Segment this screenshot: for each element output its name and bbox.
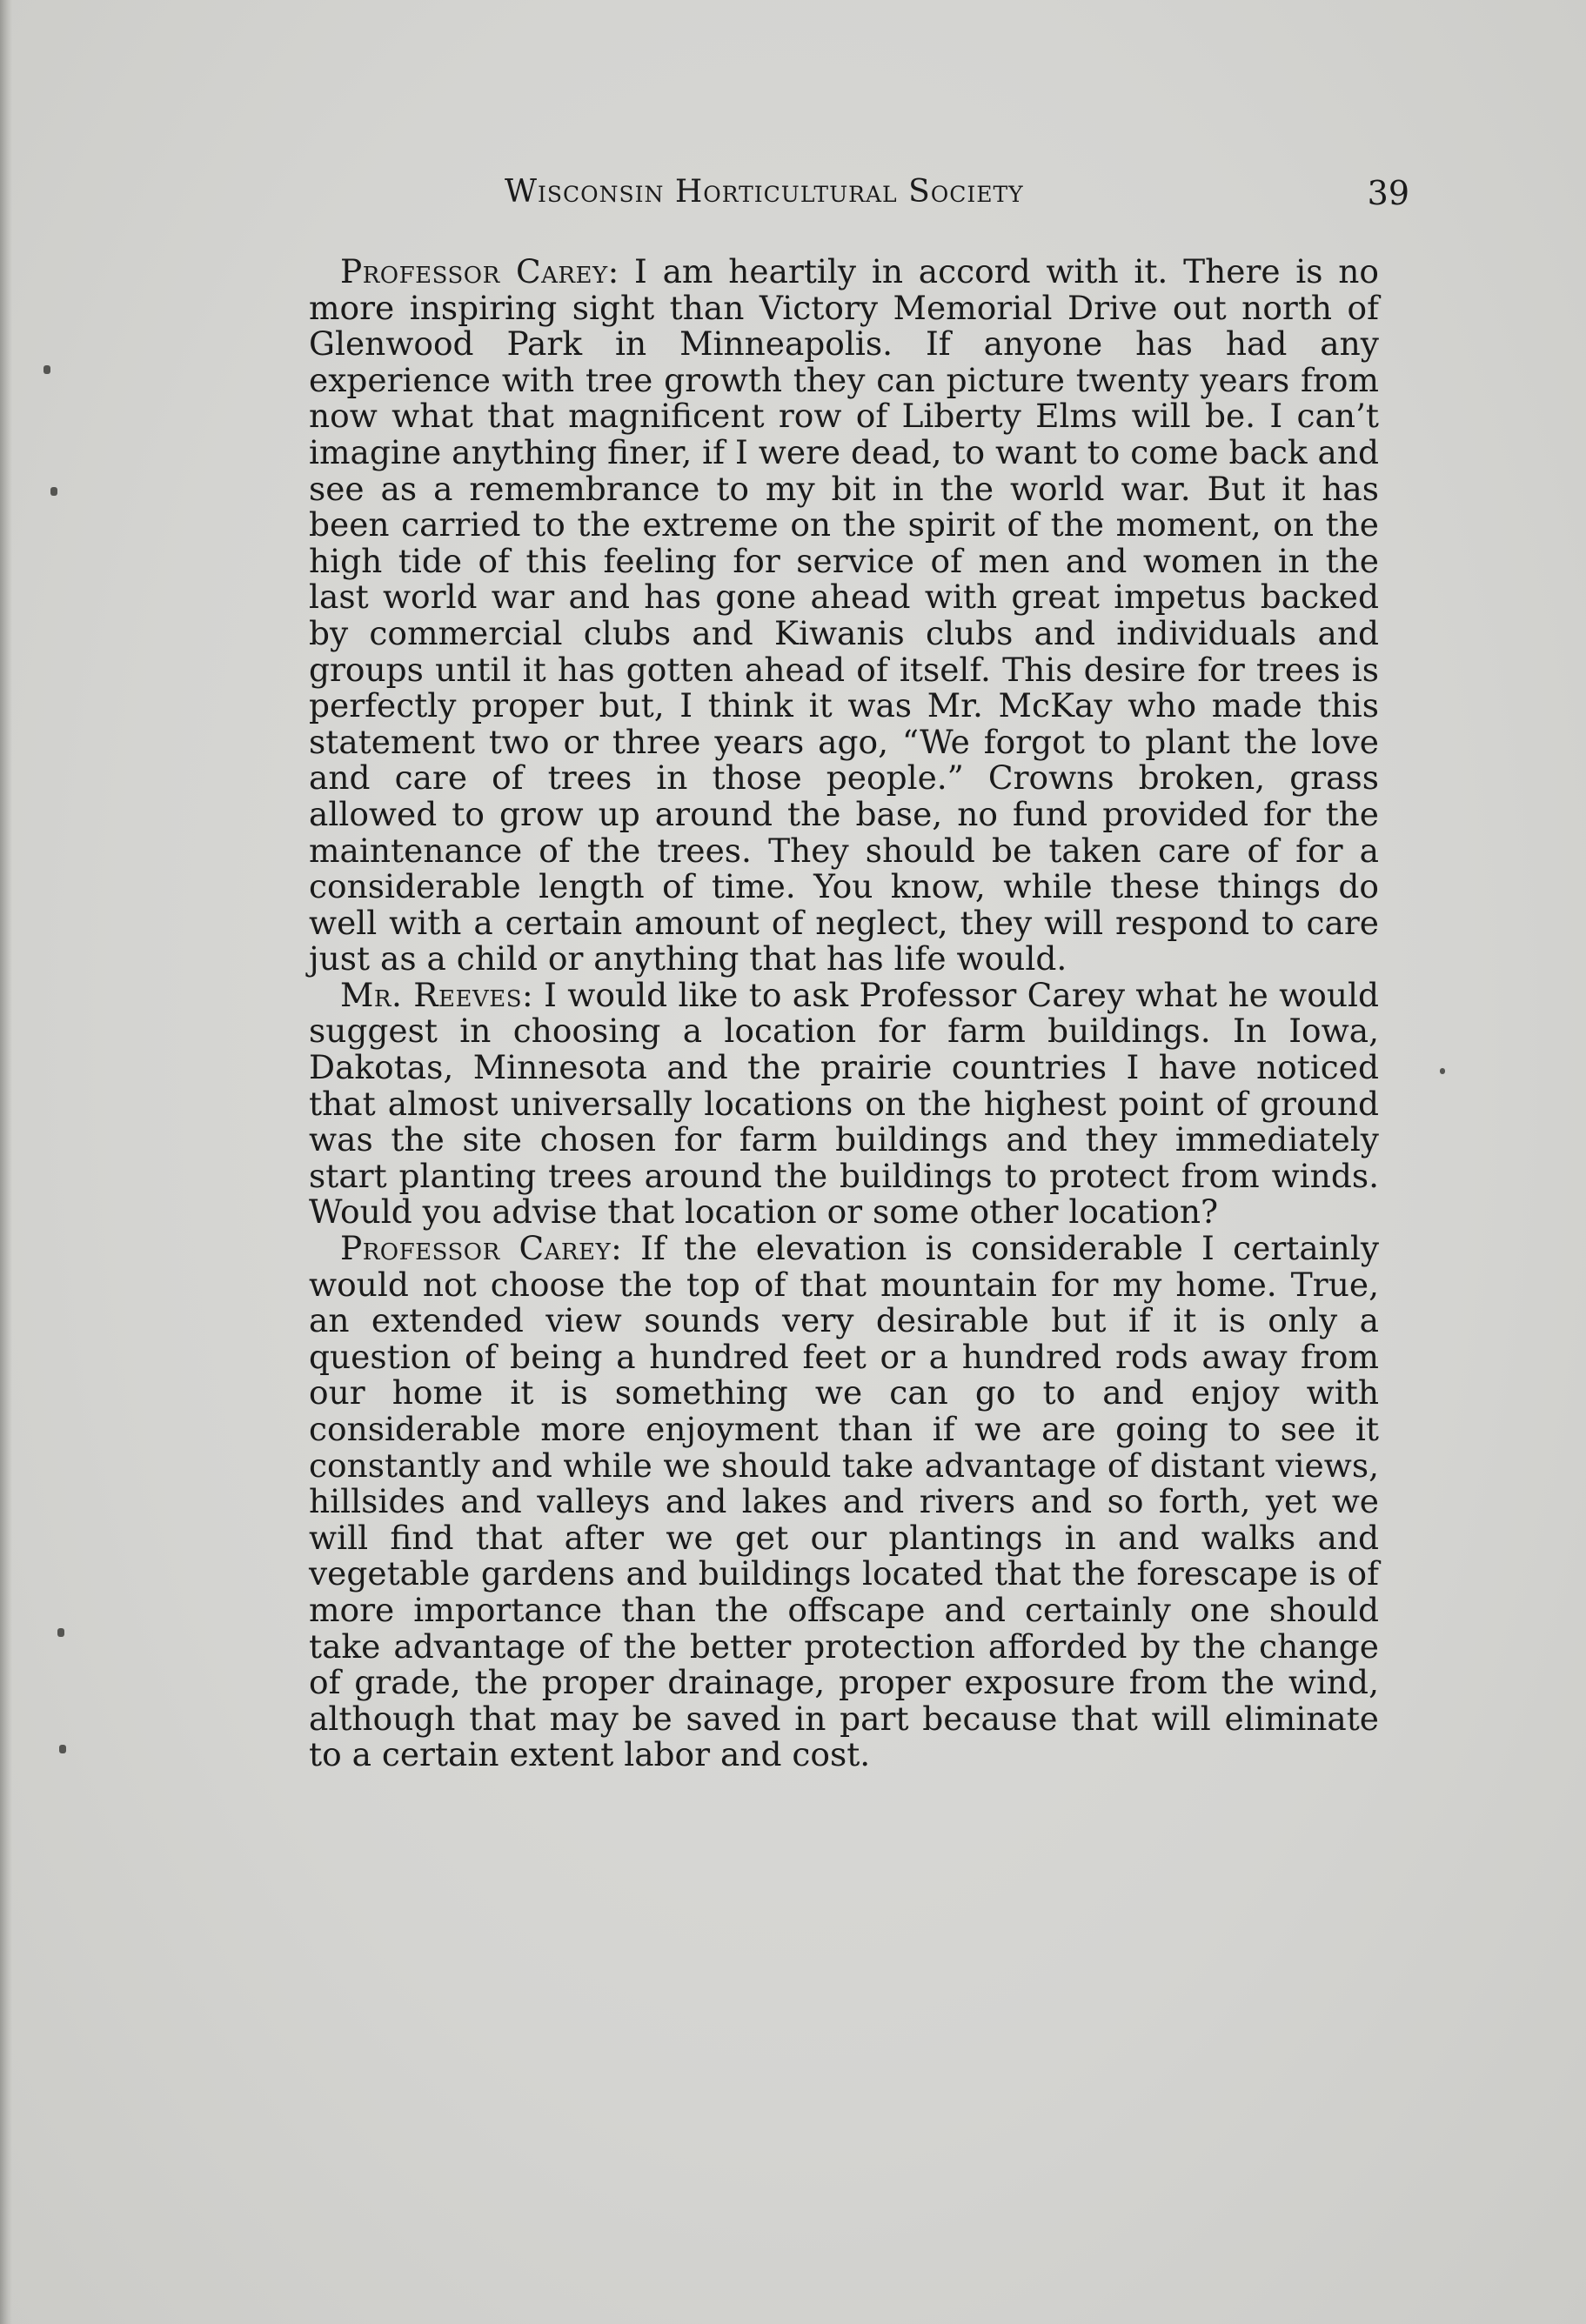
speaker-name: Mr. Reeves bbox=[340, 975, 523, 1014]
speaker-separator: : bbox=[607, 252, 635, 290]
paragraph-text: If the elevation is considerable I certainly would not choose the top of that mountain for my home. True, an extended view sounds very desirable but if it is only a question of being a hundred feet or a hundred rods away from our home it is something we can go to and enjoy with considerable more enjoyment than if we are going to see it constantly and while we should take advantage of distant views, hillsides and valleys and lakes and rivers and so forth, yet we will find that after we get our plantings in and walks and vegetable gardens and buildings located that the forescape is of more importance than the offscape and certainly one should take advantage of the better protection afforded by the change of grade, the proper drainage, proper exposure from the wind, although that may be saved in part because that will eliminate to a certain extent labor and cost. bbox=[309, 1229, 1380, 1774]
paragraph bbox=[309, 254, 1379, 978]
page-header bbox=[505, 174, 1409, 226]
body-text bbox=[309, 254, 1379, 1773]
page-binding-edge bbox=[0, 0, 12, 2324]
speaker-separator: : bbox=[611, 1229, 641, 1268]
running-title: Wisconsin Horticultural Society bbox=[505, 174, 1024, 210]
margin-speck bbox=[50, 487, 57, 496]
page-number: 39 bbox=[1367, 174, 1409, 212]
paragraph-text: I would like to ask Professor Carey what he would suggest in choosing a location for farm buildings. In Iowa, Dakotas, Minnesota and the prairie countries I have noticed that almost universally locations on the highest point of ground was the site chosen for farm buildings and they immediately start planting trees around the buildings to protect from winds. Would you advise that location or some other location? bbox=[309, 975, 1379, 1232]
margin-speck bbox=[43, 365, 50, 374]
paragraph-text: I am heartily in accord with it. There is no more inspiring sight than Victory Memorial Drive out north of Glenwood Park in Minneapolis. If anyone has had any experience with tree growth they can picture twenty years from now what that magnificent row of Liberty Elms will be. I can’t imagine anything finer, if I were dead, to want to come back and see as a remembrance to my bit in the world war. But it has been carried to the extreme on the spirit of the moment, on the high tide of this feeling for service of men and women in the last world war and has gone ahead with great impetus backed by commercial clubs and Kiwanis clubs and individuals and groups until it has gotten ahead of itself. This desire for trees is perfectly proper but, I think it was Mr. McKay who made this statement two or three years ago, “We forgot to plant the love and care of trees in those people.” Crowns broken, grass allowed to grow up around the base, no fund provided for the maintenance of the trees. They should be taken care of for a considerable length of time. You know, while these things do well with a certain amount of neglect, they will respond to care just as a child or anything that has life would. bbox=[309, 252, 1379, 978]
margin-speck bbox=[59, 1745, 66, 1753]
margin-speck bbox=[57, 1628, 64, 1637]
speaker-separator: : bbox=[522, 975, 545, 1014]
paragraph bbox=[309, 975, 1379, 1232]
speaker-name: Professor Carey bbox=[340, 1229, 612, 1268]
margin-speck bbox=[1440, 1068, 1445, 1074]
paragraph bbox=[309, 1231, 1379, 1773]
speaker-name: Professor Carey bbox=[340, 252, 608, 290]
